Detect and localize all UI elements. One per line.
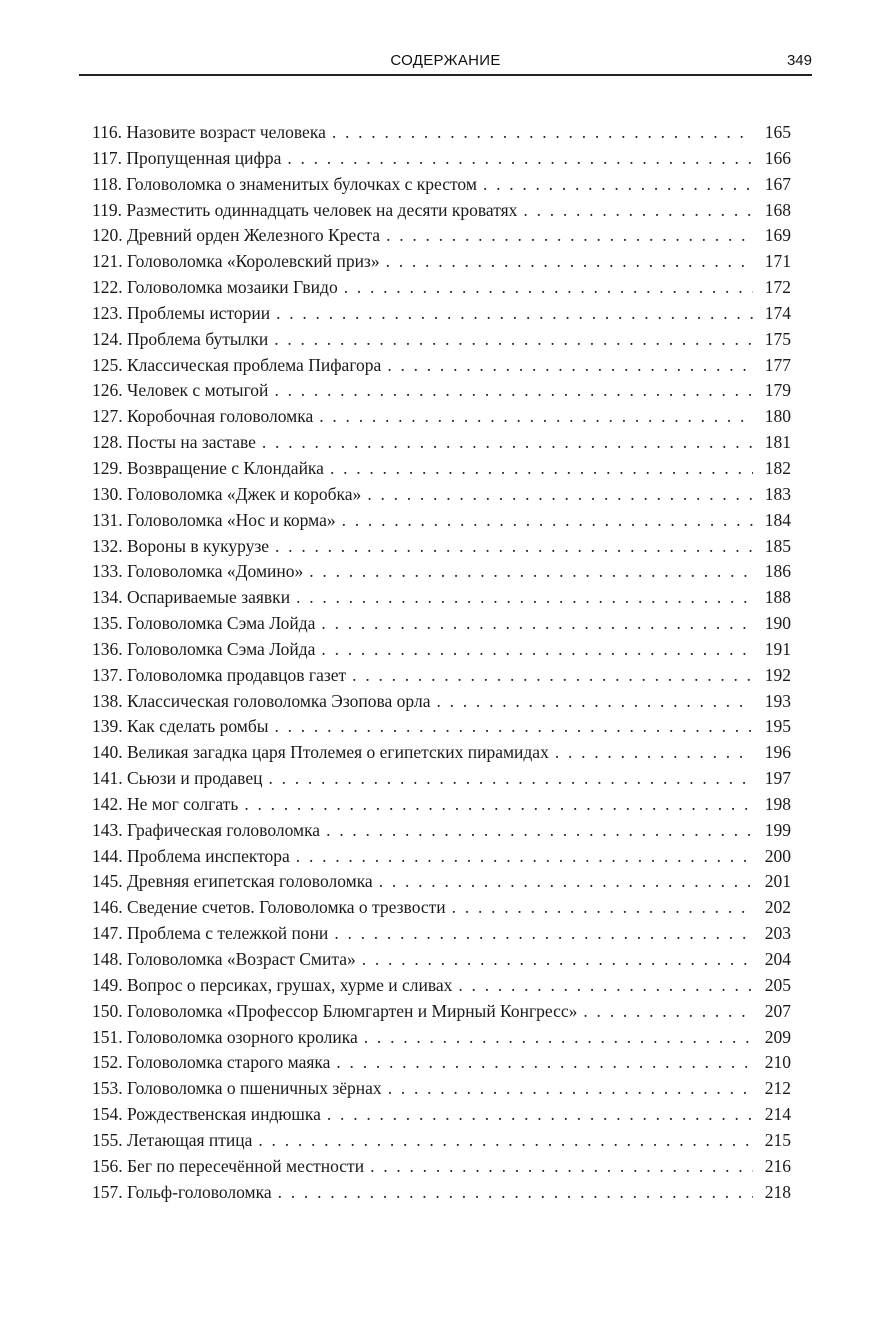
toc-entry-title: 149. Вопрос о персиках, грушах, хурме и сливах [92,974,453,995]
toc-entry-page: 205 [764,974,791,995]
toc-entry [92,714,791,740]
toc-entry-title: 131. Головоломка «Нос и корма» [92,509,336,530]
toc-entry-page: 207 [764,1000,791,1021]
toc-entry-page: 195 [764,716,791,737]
toc-dot-leader [387,353,753,379]
toc-entry-title: 134. Оспариваемые заявки [92,587,291,608]
toc-entry-page: 197 [764,768,791,789]
toc-entry [92,198,791,224]
toc-dot-leader [274,378,753,404]
toc-entry-page: 215 [764,1129,791,1150]
toc-dot-leader [458,973,753,999]
toc-entry-title: 135. Головоломка Сэма Лойда [92,613,316,634]
toc-dot-leader [523,198,753,224]
toc-entry-page: 202 [764,897,791,918]
table-of-contents [92,120,791,1205]
toc-entry [92,663,791,689]
toc-dot-leader [336,1050,753,1076]
toc-entry-page: 188 [764,587,791,608]
toc-entry [92,1050,791,1076]
toc-entry-page: 199 [764,819,791,840]
toc-entry-title: 133. Головоломка «Домино» [92,561,304,582]
toc-entry-page: 201 [764,871,791,892]
toc-entry [92,766,791,792]
toc-dot-leader [342,508,753,534]
toc-entry-title: 139. Как сделать ромбы [92,716,269,737]
toc-entry-title: 156. Бег по пересечённой местности [92,1155,365,1176]
toc-entry-page: 175 [764,328,791,349]
toc-entry [92,637,791,663]
toc-dot-leader [483,172,753,198]
toc-entry-page: 186 [764,561,791,582]
toc-entry-title: 120. Древний орден Железного Креста [92,225,381,246]
toc-entry-page: 193 [764,690,791,711]
toc-entry-page: 192 [764,664,791,685]
toc-entry [92,792,791,818]
toc-dot-leader [327,1102,753,1128]
toc-entry-title: 152. Головоломка старого маяка [92,1052,331,1073]
toc-entry [92,1025,791,1051]
page-number: 349 [786,52,812,69]
toc-dot-leader [436,689,753,715]
toc-entry-page: 168 [764,199,791,220]
toc-dot-leader [287,146,753,172]
toc-entry-title: 129. Возвращение с Клондайка [92,457,324,478]
toc-dot-leader [274,327,753,353]
toc-entry [92,1128,791,1154]
toc-entry-title: 123. Проблемы истории [92,302,271,323]
toc-entry-title: 150. Головоломка «Профессор Блюмгартен и Мирный Конгресс» [92,1000,578,1021]
toc-dot-leader [276,301,753,327]
toc-entry-title: 144. Проблема инспектора [92,845,290,866]
toc-entry-page: 172 [764,277,791,298]
toc-entry-page: 182 [764,457,791,478]
toc-entry-page: 184 [764,509,791,530]
toc-entry-title: 153. Головоломка о пшеничных зёрнах [92,1078,382,1099]
toc-entry-title: 147. Проблема с тележкой пони [92,923,329,944]
toc-dot-leader [364,1025,753,1051]
toc-entry [92,921,791,947]
toc-entry [92,508,791,534]
toc-entry-page: 180 [764,406,791,427]
toc-entry [92,1154,791,1180]
toc-entry [92,740,791,766]
toc-entry-page: 166 [764,147,791,168]
toc-dot-leader [296,844,753,870]
toc-entry-page: 185 [764,535,791,556]
toc-dot-leader [452,895,753,921]
toc-entry [92,223,791,249]
toc-entry [92,973,791,999]
toc-entry [92,301,791,327]
toc-entry-title: 140. Великая загадка царя Птолемея о египетских пирамидах [92,742,549,763]
toc-entry-title: 116. Назовите возраст человека [92,122,326,142]
toc-dot-leader [309,559,753,585]
toc-entry [92,120,791,146]
toc-entry-page: 204 [764,949,791,969]
toc-entry-title: 143. Графическая головоломка [92,819,321,840]
toc-entry [92,172,791,198]
toc-entry-title: 128. Посты на заставе [92,432,256,453]
toc-entry [92,559,791,585]
toc-entry-title: 124. Проблема бутылки [92,328,269,349]
toc-entry-title: 148. Головоломка «Возраст Смита» [92,949,356,969]
toc-entry-title: 138. Классическая головоломка Эзопова орла [92,690,431,711]
toc-dot-leader [352,663,753,689]
toc-dot-leader [344,275,753,301]
toc-entry [92,404,791,430]
toc-entry [92,353,791,379]
toc-dot-leader [362,947,753,973]
toc-entry-title: 130. Головоломка «Джек и коробка» [92,483,362,504]
toc-dot-leader [262,430,753,456]
toc-entry [92,895,791,921]
toc-entry [92,611,791,637]
toc-dot-leader [332,120,753,146]
toc-entry [92,430,791,456]
toc-entry-page: 181 [764,432,791,453]
toc-dot-leader [370,1154,753,1180]
toc-entry-title: 145. Древняя египетская головоломка [92,871,373,892]
toc-entry-page: 210 [764,1052,791,1073]
toc-entry-title: 127. Коробочная головоломка [92,406,314,427]
toc-entry [92,456,791,482]
toc-dot-leader [278,1180,753,1206]
toc-entry-page: 203 [764,923,791,944]
toc-entry-title: 137. Головоломка продавцов газет [92,664,347,685]
toc-entry-title: 121. Головоломка «Королевский приз» [92,251,380,272]
page-title: СОДЕРЖАНИЕ [390,52,501,69]
toc-dot-leader [388,1076,753,1102]
toc-entry [92,275,791,301]
toc-entry-title: 122. Головоломка мозаики Гвидо [92,277,338,298]
toc-entry-page: 212 [764,1078,791,1099]
toc-entry-title: 157. Гольф-головоломка [92,1181,272,1202]
toc-entry-page: 198 [764,793,791,814]
toc-entry [92,947,791,973]
toc-dot-leader [555,740,753,766]
toc-dot-leader [275,534,753,560]
toc-entry-page: 179 [764,380,791,401]
toc-entry-title: 142. Не мог солгать [92,793,239,814]
toc-entry-page: 177 [764,354,791,375]
toc-entry-page: 218 [764,1181,791,1202]
toc-entry [92,1076,791,1102]
toc-dot-leader [583,999,753,1025]
toc-entry-title: 155. Летающая птица [92,1129,253,1150]
toc-entry-page: 165 [764,122,791,142]
toc-dot-leader [258,1128,753,1154]
toc-entry-title: 154. Рождественская индюшка [92,1104,321,1125]
toc-entry [92,869,791,895]
toc-entry-page: 214 [764,1104,791,1125]
toc-entry-title: 141. Сьюзи и продавец [92,768,263,789]
toc-dot-leader [244,792,753,818]
toc-entry [92,1102,791,1128]
toc-dot-leader [326,818,753,844]
toc-entry-page: 191 [764,638,791,659]
toc-entry-page: 216 [764,1155,791,1176]
toc-dot-leader [386,223,753,249]
toc-entry-title: 151. Головоломка озорного кролика [92,1026,358,1047]
toc-entry [92,999,791,1025]
toc-entry-page: 200 [764,845,791,866]
toc-dot-leader [321,637,753,663]
toc-dot-leader [379,869,753,895]
toc-entry [92,534,791,560]
toc-entry-title: 118. Головоломка о знаменитых булочках с крестом [92,173,477,194]
toc-dot-leader [334,921,753,947]
toc-entry [92,327,791,353]
toc-entry [92,482,791,508]
toc-entry-page: 171 [764,251,791,272]
toc-dot-leader [330,456,753,482]
toc-entry-page: 209 [764,1026,791,1047]
toc-entry-title: 146. Сведение счетов. Головоломка о трезвости [92,897,446,918]
toc-entry [92,689,791,715]
toc-entry [92,585,791,611]
toc-entry-page: 167 [764,173,791,194]
toc-entry-page: 169 [764,225,791,246]
toc-entry-page: 183 [764,483,791,504]
toc-entry-title: 119. Разместить одиннадцать человек на десяти кроватях [92,199,518,220]
toc-entry-page: 196 [764,742,791,763]
toc-entry-title: 132. Вороны в кукурузе [92,535,270,556]
header-rule [79,74,812,76]
toc-dot-leader [321,611,753,637]
page-header [79,50,812,74]
toc-entry-title: 136. Головоломка Сэма Лойда [92,638,316,659]
toc-dot-leader [296,585,753,611]
toc-entry [92,1180,791,1206]
toc-entry-page: 174 [764,302,791,323]
toc-entry [92,378,791,404]
toc-entry-title: 117. Пропущенная цифра [92,147,282,168]
toc-entry [92,818,791,844]
toc-dot-leader [268,766,753,792]
toc-entry-title: 126. Человек с мотыгой [92,380,269,401]
toc-entry [92,249,791,275]
toc-dot-leader [386,249,753,275]
toc-dot-leader [274,714,753,740]
toc-dot-leader [367,482,753,508]
toc-dot-leader [319,404,753,430]
toc-entry [92,146,791,172]
toc-entry-page: 190 [764,613,791,634]
toc-entry-title: 125. Классическая проблема Пифагора [92,354,382,375]
toc-entry [92,844,791,870]
